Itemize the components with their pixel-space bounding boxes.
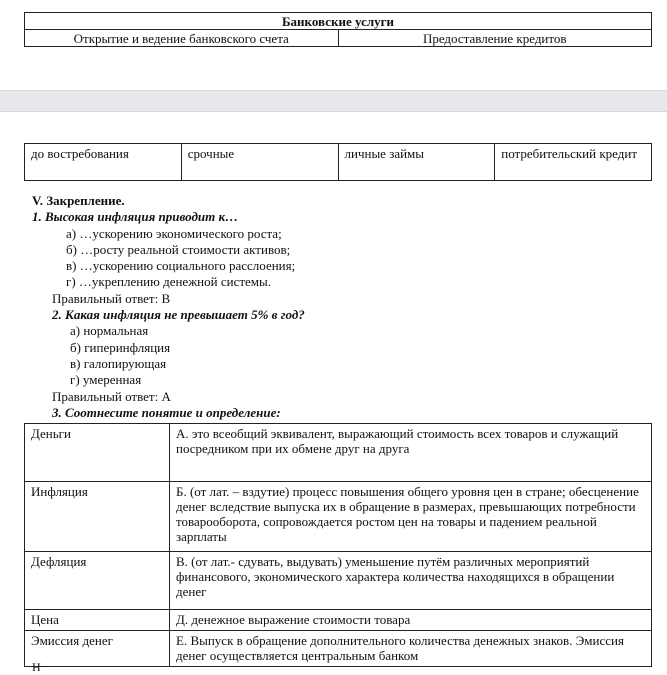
list-item: в) …ускорению социального расслоения; — [66, 258, 296, 274]
question-2-title: 2. Какая инфляция не превышает 5% в год? — [52, 307, 305, 323]
list-item: б) гиперинфляция — [70, 339, 171, 355]
term-cell: Деньги — [25, 424, 170, 482]
term-cell: Цена — [25, 610, 170, 631]
list-item: б) …росту реальной стоимости активов; — [66, 241, 291, 257]
table-cell: Открытие и ведение банковского счета — [25, 30, 339, 47]
page-gap-separator — [0, 90, 667, 112]
table-title: Банковские услуги — [25, 13, 652, 30]
list-item: г) умеренная — [70, 372, 142, 388]
table-cell: срочные — [181, 144, 338, 181]
quiz-section — [32, 193, 652, 421]
term-cell: Дефляция — [25, 552, 170, 610]
matching-table — [24, 423, 652, 667]
table-cell: Предоставление кредитов — [338, 30, 652, 47]
definition-cell: А. это всеобщий эквивалент, выражающий стоимость всех товаров и служащий посредником при их обмене друг на друга — [170, 424, 652, 482]
banking-services-table — [24, 12, 652, 47]
table-cell: личные займы — [338, 144, 495, 181]
definition-cell: В. (от лат.- сдувать, выдувать) уменьшение путём различных мероприятий финансового, экономического характера количества находящихся в обращении денег — [170, 552, 652, 610]
categories-table — [24, 143, 652, 181]
question-3-title: 3. Соотнесите понятие и определение: — [52, 404, 281, 420]
list-item: в) галопирующая — [70, 355, 167, 371]
question-1-title: 1. Высокая инфляция приводит к… — [32, 209, 239, 225]
definition-cell: Д. денежное выражение стоимости товара — [170, 610, 652, 631]
table-cell: потребительский кредит — [495, 144, 652, 181]
definition-cell: Б. (от лат. – вздутие) процесс повышения общего уровня цен в стране; обесценение денег вследствие выпуска их в обращение в размерах, превышающих потребности товарооборота, сопровождается ростом цен на товары и падением реальной зарплаты — [170, 482, 652, 552]
definition-cell: Е. Выпуск в обращение дополнительного количества денежных знаков. Эмиссия денег осуществляется центральным банком — [170, 631, 652, 667]
answer-text: Правильный ответ: В — [52, 290, 171, 306]
section-heading: V. Закрепление. — [32, 193, 125, 208]
term-cell: Инфляция — [25, 482, 170, 552]
list-item: а) нормальная — [70, 323, 149, 339]
list-item: г) …укреплению денежной системы. — [66, 274, 272, 290]
table-cell: до востребования — [25, 144, 182, 181]
footer-fragment: Н — [32, 660, 41, 674]
list-item: а) …ускорению экономического роста; — [66, 225, 282, 241]
answer-text: Правильный ответ: А — [52, 388, 171, 404]
term-cell: Эмиссия денег — [25, 631, 170, 667]
